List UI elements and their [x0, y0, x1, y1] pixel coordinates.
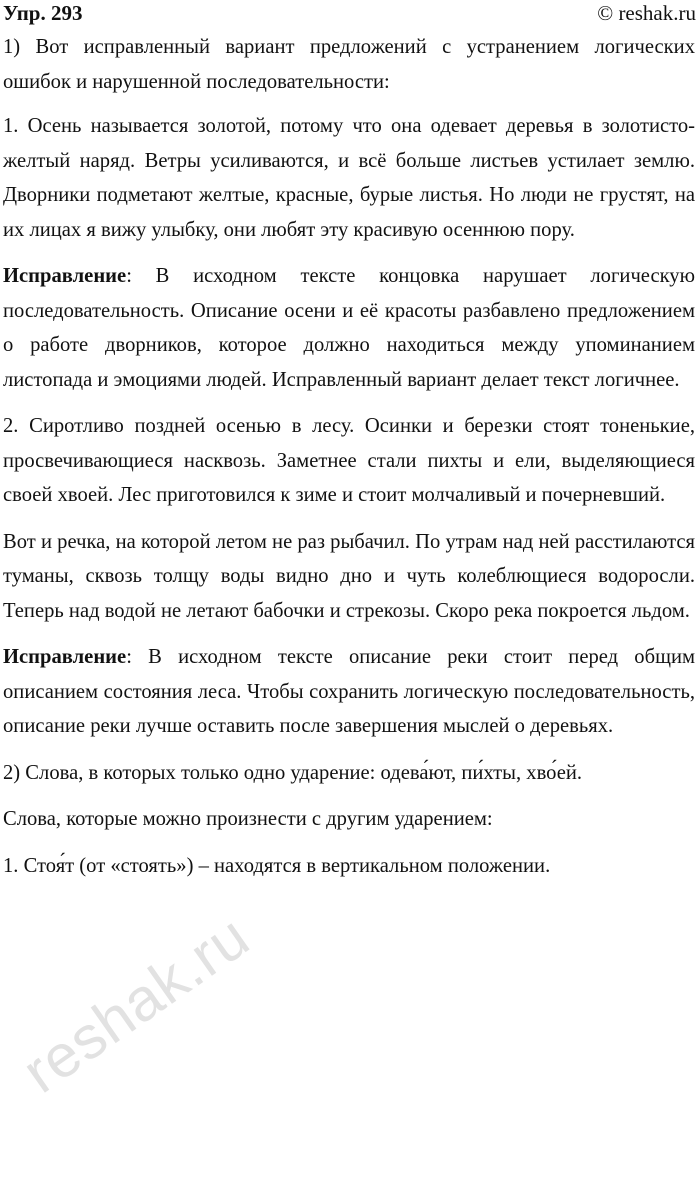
- paragraph-text: 1. Стоя́т (от «стоять») – находятся в вертикальном положении.: [3, 854, 551, 877]
- text-2-paragraph: [3, 409, 695, 513]
- paragraph-text: Вот и речка, на которой летом не раз рыбачил. По утрам над ней расстилаются туманы, сквозь толщу воды видно дно и чуть колеблющиеся водоросли. Теперь над водой не летают бабочки и стрекозы. Скоро река покроется льдом.: [3, 530, 695, 622]
- watermark-logo: reshak.ru: [10, 902, 262, 1106]
- alt-stress-heading: [3, 802, 695, 837]
- paragraph-text: 1. Осень называется золотой, потому что она одевает деревья в золотисто-желтый наряд. Ветры усиливаются, и всё больше листьев устилает землю. Дворники подметают желтые, красные, бурые листья. Но люди не грустят, на их лицах я вижу улыбку, они любят эту красивую осеннюю пору.: [3, 115, 695, 241]
- intro-paragraph: [3, 30, 695, 99]
- correction-2-paragraph: [3, 640, 695, 744]
- header: [0, 0, 700, 26]
- correction-label: Исправление: [3, 265, 127, 287]
- correction-label: Исправление: [3, 646, 127, 668]
- paragraph-text: 2) Слова, в которых только одно ударение: одева́ют, пи́хты, хво́ей.: [3, 761, 583, 784]
- paragraph-text: Слова, которые можно произнести с другим ударением:: [3, 808, 493, 830]
- correction-1-paragraph: [3, 259, 695, 397]
- text-1-paragraph: [3, 109, 695, 247]
- paragraph-text: 1) Вот исправленный вариант предложений с устранением логических ошибок и нарушенной последовательности:: [3, 36, 695, 93]
- paragraph-text: : В исходном тексте концовка нарушает логическую последовательность. Описание осени и её красоты разбавлено предложением о работе дворников, которое должно находиться между упоминанием листопада и эмоциями людей. Исправленный вариант делает текст логичнее.: [3, 265, 695, 391]
- alt-stress-item-1: [3, 849, 695, 884]
- paragraph-text: 2. Сиротливо поздней осенью в лесу. Осинки и березки стоят тоненькие, просвечивающиеся насквозь. Заметнее стали пихты и ели, выделяющиеся своей хвоей. Лес приготовился к зиме и стоит молчаливый и почерневший.: [3, 415, 695, 506]
- content: [3, 30, 695, 895]
- exercise-title: Упр. 293: [3, 1, 83, 25]
- text-2-river-paragraph: [3, 525, 695, 629]
- stress-words-paragraph: [3, 756, 695, 791]
- site-copyright: © reshak.ru: [597, 1, 696, 25]
- paragraph-text: : В исходном тексте описание реки стоит перед общим описанием состояния леса. Чтобы сохранить логическую последовательность, описание реки лучше оставить после завершения мыслей о деревьях.: [3, 646, 695, 737]
